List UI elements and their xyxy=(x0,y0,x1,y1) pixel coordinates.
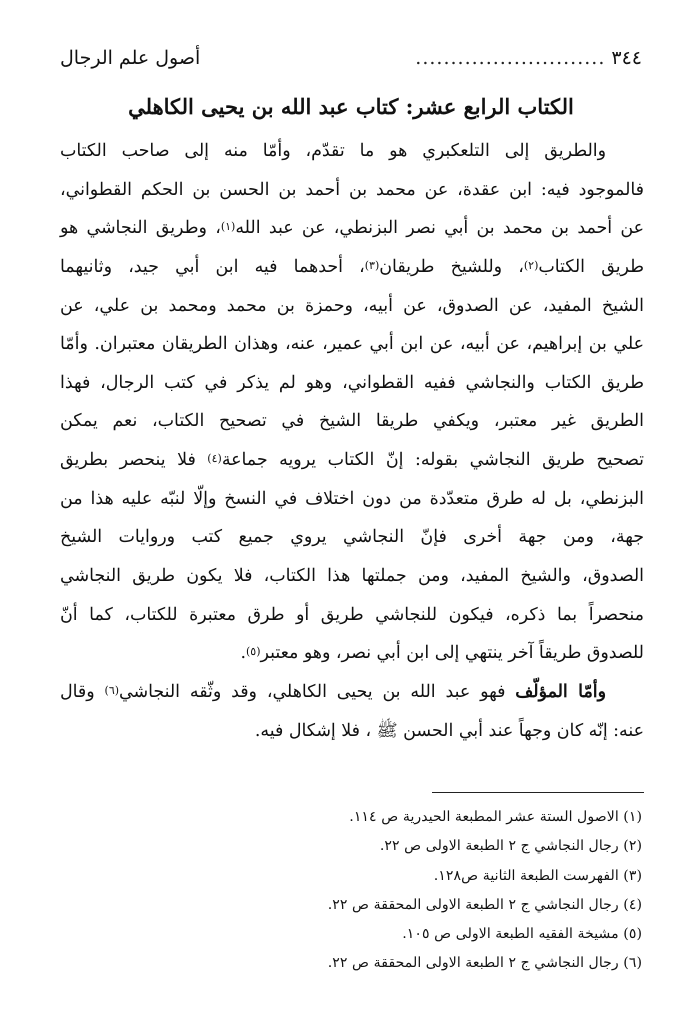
footnote-marker: (٥) xyxy=(245,645,261,659)
text-line: للصدوق طريقاً آخر ينتهي إلى ابن أبي نصر، وهو معتبر$^{(٥)}$. xyxy=(240,643,644,664)
text-line: جهة، ومن جهة أخرى فإنّ النجاشي يروي جميع كتب وروايات الشيخ xyxy=(60,527,644,548)
section-title: الكتاب الرابع عشر: كتاب عبد الله بن يحيى الكاهلي xyxy=(128,94,574,119)
bold-lead: وأمّا المؤلّف xyxy=(515,681,606,702)
footnote: (٤) رجال النجاشي ج ٢ الطبعة الاولى المحققة ص ٢٢. xyxy=(327,896,642,913)
text-line: منحصراً بما ذكره، فيكون للنجاشي طريق أو طرق معتبرة للكتاب، كما أنّ xyxy=(60,604,644,625)
footnote-marker: (٦) xyxy=(104,683,120,697)
text-line: الشيخ المفيد، عن الصدوق، عن أبيه، وحمزة بن محمد ومحمد بن علي، عن xyxy=(60,295,644,316)
footnote: (٢) رجال النجاشي ج ٢ الطبعة الاولى ص ٢٢. xyxy=(379,838,642,855)
text-line: عن أحمد بن محمد بن أبي نصر البزنطي، عن عبد الله$^{(١)}$، وطريق النجاشي هو xyxy=(60,218,644,239)
footnote: (٥) مشيخة الفقيه الطبعة الاولى ص ١٠٥. xyxy=(402,926,642,943)
text-line: البزنطي، بل له طرق متعدّدة من دون اختلاف في النسخ وإلّا لنبّه عليه هذا من xyxy=(60,488,644,509)
footnote-marker: (٤) xyxy=(207,452,222,466)
text-line: فالموجود فيه: ابن عقدة، عن محمد بن أحمد بن الحسن بن الحكم القطواني، xyxy=(60,179,644,200)
footnote: (١) الاصول الستة عشر المطبعة الحيدرية ص ١١٤. xyxy=(349,809,642,825)
text-line: علي بن إبراهيم، عن أبيه، عن ابن أبي عمير، عنه، وهذان الطريقان معتبران. وأمّا xyxy=(60,334,644,355)
text-line: وأمّا المؤلّف فهو عبد الله بن يحيى الكاهلي، وقد وثّقه النجاشي$^{(٦)}$ وقال xyxy=(60,681,606,702)
page-header xyxy=(60,46,642,78)
text-line: الطريق غير معتبر، ويكفي طريقا الشيخ في تصحيح الكتاب، نعم يمكن xyxy=(60,411,644,432)
footnote-marker: (٢) xyxy=(523,258,539,272)
text-line: طريق الكتاب والنجاشي ففيه القطواني، وهو لم يذكر في كتب الرجال، فهذا xyxy=(60,372,644,393)
text-line: والطريق إلى التلعكبري هو ما تقدّم، وأمّا منه إلى صاحب الكتاب xyxy=(60,141,606,161)
footnote: (٣) الفهرست الطبعة الثانية ص١٢٨. xyxy=(433,867,642,884)
header-leader-dots: ........................... xyxy=(415,47,606,69)
footnote-marker: (٣) xyxy=(364,258,380,272)
text-line: طريق الكتاب$^{(٢)}$، وللشيخ طريقان$^{(٣)}$، أحدهما فيه ابن أبي جيد، وثانيهما xyxy=(60,256,644,277)
body-text xyxy=(60,132,644,750)
text-line: عنه: إنّه كان وجهاً عند أبي الحسن ﷺ ، فلا إشكال فيه. xyxy=(254,720,644,741)
running-title: أصول علم الرجال xyxy=(60,47,201,69)
footnote-marker: (١) xyxy=(220,220,236,234)
page-number: ٣٤٤ xyxy=(611,47,642,69)
footnotes xyxy=(60,803,642,979)
footnote: (٦) رجال النجاشي ج ٢ الطبعة الاولى المحققة ص ٢٢. xyxy=(327,955,642,972)
footnote-separator xyxy=(432,792,644,793)
text-line: تصحيح طريق النجاشي بقوله: إنّ الكتاب يرويه جماعة$^{(٤)}$ فلا ينحصر بطريق xyxy=(60,450,644,471)
text-line: الصدوق، والشيخ المفيد، ومن جملتها هذا الكتاب، فلا يكون طريق النجاشي xyxy=(60,566,644,587)
